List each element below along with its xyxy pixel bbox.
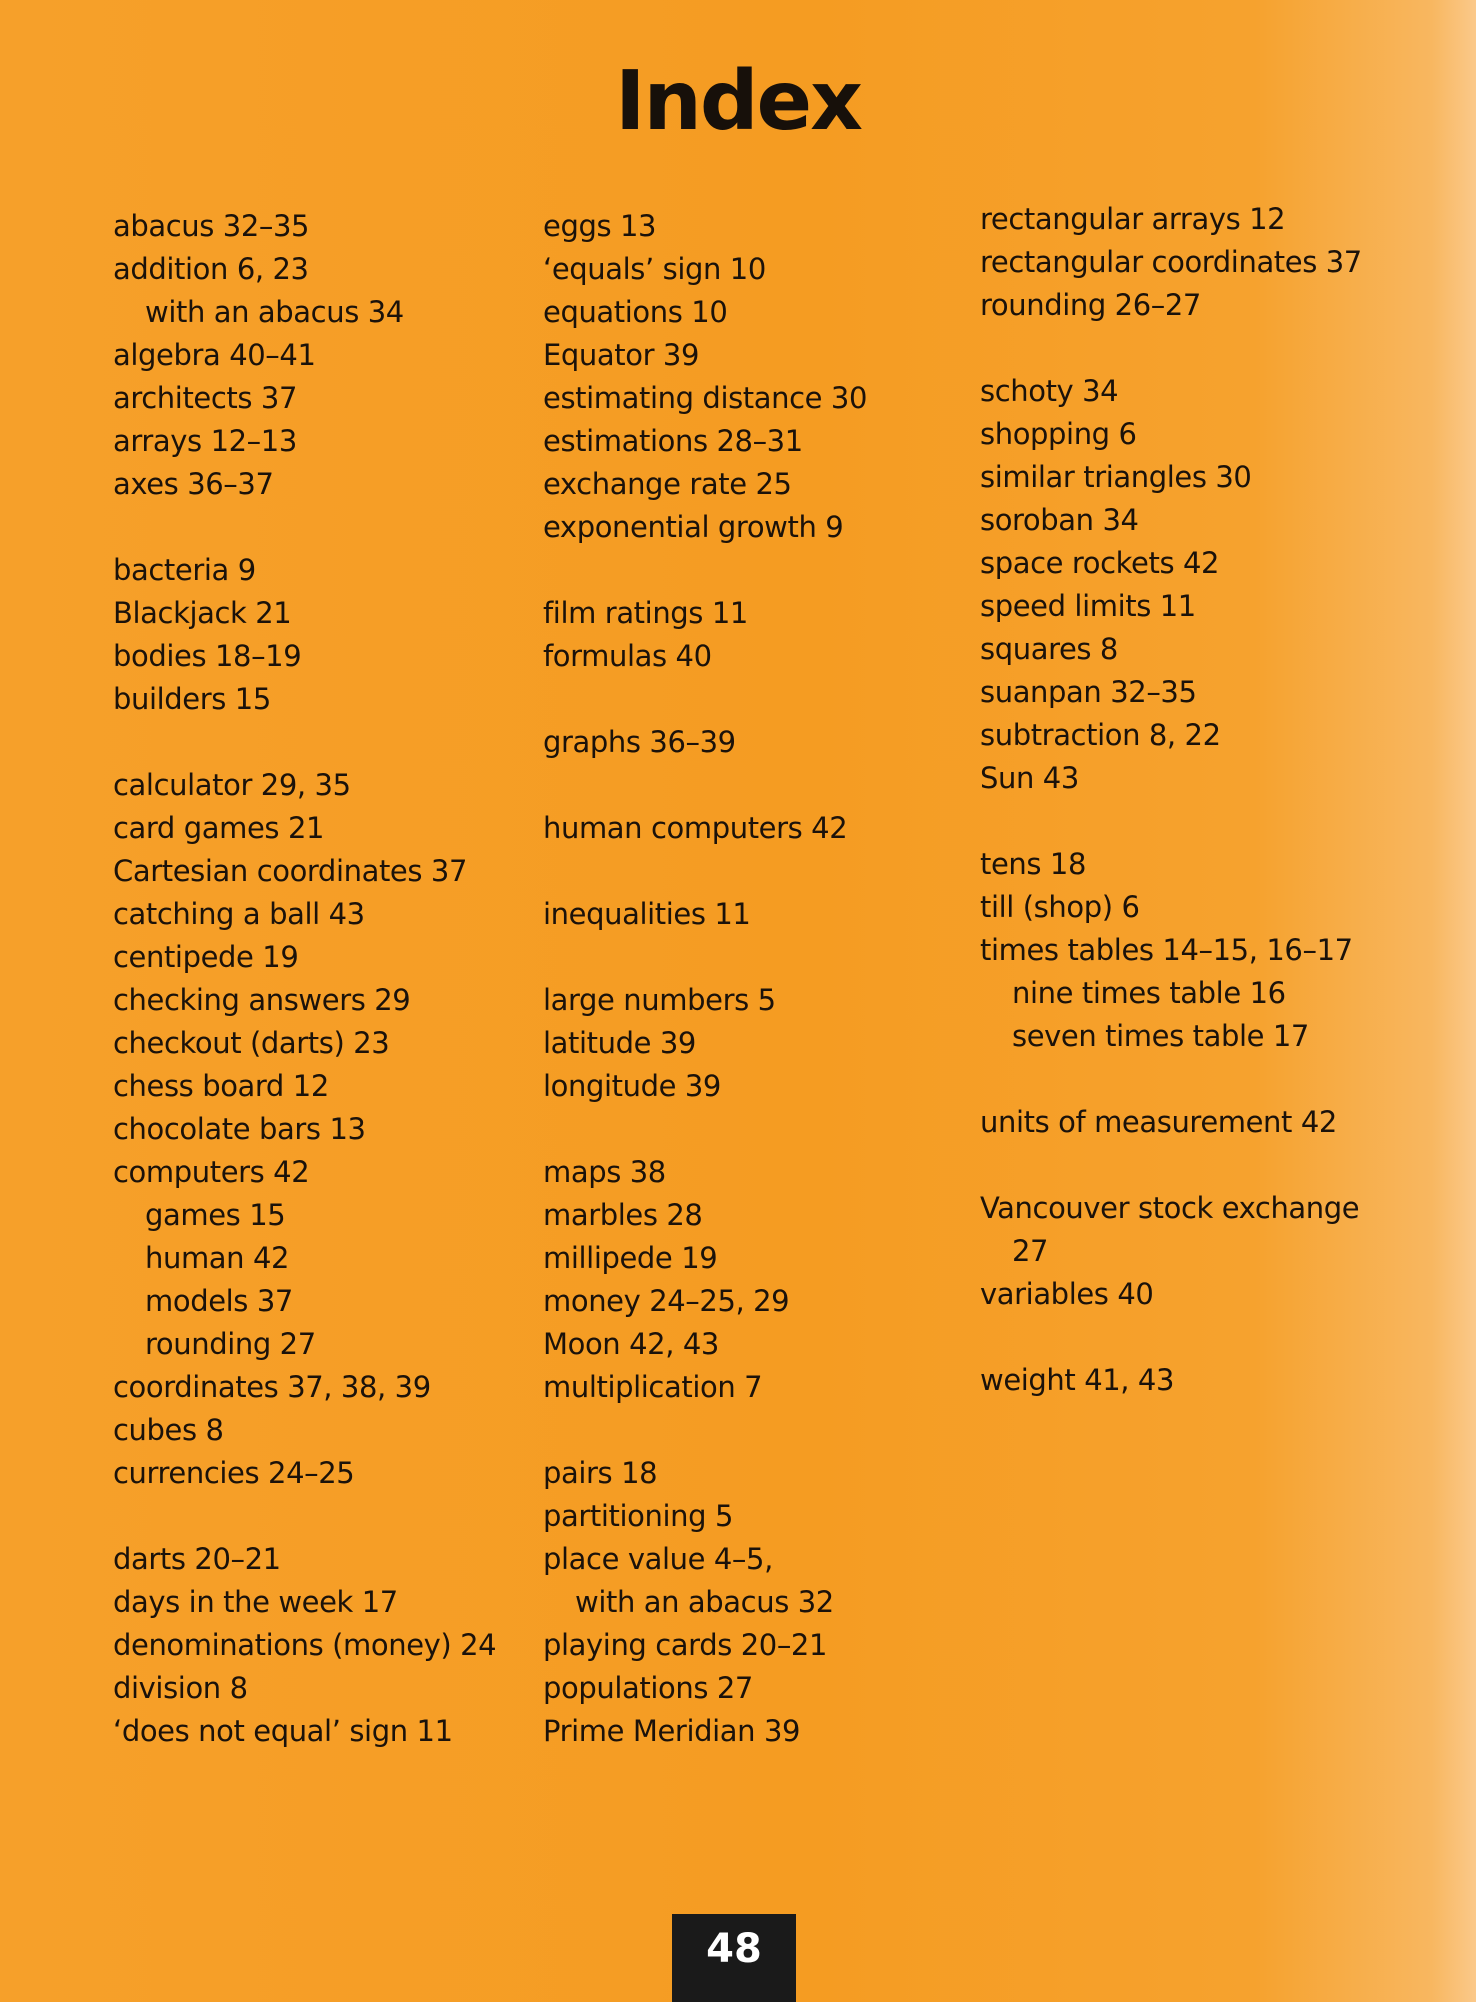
index-entry: similar triangles 30 [980, 460, 1252, 494]
index-entry: estimating distance 30 [543, 381, 868, 415]
index-entry: weight 41, 43 [980, 1363, 1175, 1397]
index-letter-group [980, 370, 1362, 800]
index-entry: speed limits 11 [980, 589, 1196, 623]
index-letter-group [543, 893, 867, 936]
index-entry: formulas 40 [543, 639, 712, 673]
index-entry: playing cards 20–21 [543, 1628, 828, 1662]
index-entry: units of measurement 42 [980, 1105, 1337, 1139]
page-number: 48 [672, 1914, 796, 2002]
index-subentry: with an abacus 34 [145, 295, 404, 329]
index-entry: card games 21 [113, 811, 325, 845]
index-entry: till (shop) 6 [980, 890, 1140, 924]
index-letter-group [980, 1101, 1362, 1144]
index-entry: ‘does not equal’ sign 11 [113, 1714, 453, 1748]
index-entry: eggs 13 [543, 209, 657, 243]
index-entry: maps 38 [543, 1155, 666, 1189]
index-entry: suanpan 32–35 [980, 675, 1197, 709]
index-letter-group [980, 1187, 1362, 1316]
index-entry: exponential growth 9 [543, 510, 844, 544]
index-entry: rectangular arrays 12 [980, 202, 1286, 236]
index-column-2 [543, 205, 867, 1796]
index-entry: rectangular coordinates 37 [980, 245, 1362, 279]
index-entry: chocolate bars 13 [113, 1112, 366, 1146]
index-entry: coordinates 37, 38, 39 [113, 1370, 431, 1404]
index-entry: Moon 42, 43 [543, 1327, 719, 1361]
index-entry: exchange rate 25 [543, 467, 792, 501]
index-entry: Equator 39 [543, 338, 700, 372]
index-subentry: games 15 [145, 1198, 286, 1232]
index-entry: builders 15 [113, 682, 271, 716]
index-entry: graphs 36–39 [543, 725, 736, 759]
index-entry: catching a ball 43 [113, 897, 365, 931]
index-subentry: rounding 27 [145, 1327, 316, 1361]
index-letter-group [980, 843, 1362, 1058]
index-entry: tens 18 [980, 847, 1087, 881]
index-entry: multiplication 7 [543, 1370, 763, 1404]
index-entry: schoty 34 [980, 374, 1119, 408]
index-entry: denominations (money) 24 [113, 1628, 497, 1662]
index-entry: rounding 26–27 [980, 288, 1201, 322]
index-entry: calculator 29, 35 [113, 768, 351, 802]
index-entry: computers 42 [113, 1155, 310, 1189]
page-title: Index [614, 54, 862, 149]
index-entry: abacus 32–35 [113, 209, 310, 243]
index-entry: pairs 18 [543, 1456, 658, 1490]
index-entry: Prime Meridian 39 [543, 1714, 801, 1748]
index-entry: cubes 8 [113, 1413, 224, 1447]
index-entry: checkout (darts) 23 [113, 1026, 390, 1060]
index-entry: axes 36–37 [113, 467, 274, 501]
index-column-1 [113, 205, 496, 1796]
index-letter-group [543, 1452, 867, 1753]
index-entry: variables 40 [980, 1277, 1154, 1311]
index-subentry: nine times table 16 [1012, 976, 1286, 1010]
index-subentry: human 42 [145, 1241, 290, 1275]
index-entry: addition 6, 23 [113, 252, 309, 286]
index-entry: longitude 39 [543, 1069, 721, 1103]
index-letter-group [980, 198, 1362, 327]
index-entry: algebra 40–41 [113, 338, 316, 372]
index-subentry: seven times table 17 [1012, 1019, 1309, 1053]
index-entry: ‘equals’ sign 10 [543, 252, 766, 286]
index-entry: large numbers 5 [543, 983, 776, 1017]
index-entry: film ratings 11 [543, 596, 748, 630]
index-entry: division 8 [113, 1671, 248, 1705]
index-entry: inequalities 11 [543, 897, 751, 931]
index-entry: money 24–25, 29 [543, 1284, 790, 1318]
index-entry: Blackjack 21 [113, 596, 292, 630]
index-subentry: 27 [1012, 1234, 1049, 1268]
index-entry: populations 27 [543, 1671, 753, 1705]
index-letter-group [543, 592, 867, 678]
index-letter-group [543, 807, 867, 850]
index-entry: bodies 18–19 [113, 639, 302, 673]
index-entry: millipede 19 [543, 1241, 718, 1275]
index-letter-group [543, 205, 867, 549]
index-entry: arrays 12–13 [113, 424, 297, 458]
index-entry: chess board 12 [113, 1069, 329, 1103]
index-entry: times tables 14–15, 16–17 [980, 933, 1353, 967]
index-entry: currencies 24–25 [113, 1456, 355, 1490]
index-entry: architects 37 [113, 381, 297, 415]
index-subentry: with an abacus 32 [575, 1585, 834, 1619]
index-entry: subtraction 8, 22 [980, 718, 1221, 752]
index-entry: Cartesian coordinates 37 [113, 854, 467, 888]
index-entry: space rockets 42 [980, 546, 1220, 580]
index-letter-group [543, 979, 867, 1108]
index-entry: bacteria 9 [113, 553, 256, 587]
index-letter-group [113, 1538, 496, 1753]
index-letter-group [113, 205, 496, 506]
index-entry: checking answers 29 [113, 983, 411, 1017]
index-entry: centipede 19 [113, 940, 299, 974]
index-entry: days in the week 17 [113, 1585, 398, 1619]
index-letter-group [543, 1151, 867, 1409]
index-entry: darts 20–21 [113, 1542, 281, 1576]
index-entry: place value 4–5, [543, 1542, 773, 1576]
index-entry: marbles 28 [543, 1198, 703, 1232]
index-letter-group [113, 764, 496, 1495]
index-letter-group [980, 1359, 1362, 1402]
index-entry: shopping 6 [980, 417, 1137, 451]
index-entry: estimations 28–31 [543, 424, 803, 458]
index-letter-group [543, 721, 867, 764]
index-subentry: models 37 [145, 1284, 293, 1318]
index-entry: partitioning 5 [543, 1499, 733, 1533]
index-entry: soroban 34 [980, 503, 1139, 537]
index-letter-group [113, 549, 496, 721]
index-entry: latitude 39 [543, 1026, 696, 1060]
index-entry: Sun 43 [980, 761, 1079, 795]
index-entry: Vancouver stock exchange [980, 1191, 1360, 1225]
index-entry: human computers 42 [543, 811, 848, 845]
index-column-3 [980, 198, 1362, 1445]
index-entry: equations 10 [543, 295, 728, 329]
index-entry: squares 8 [980, 632, 1118, 666]
